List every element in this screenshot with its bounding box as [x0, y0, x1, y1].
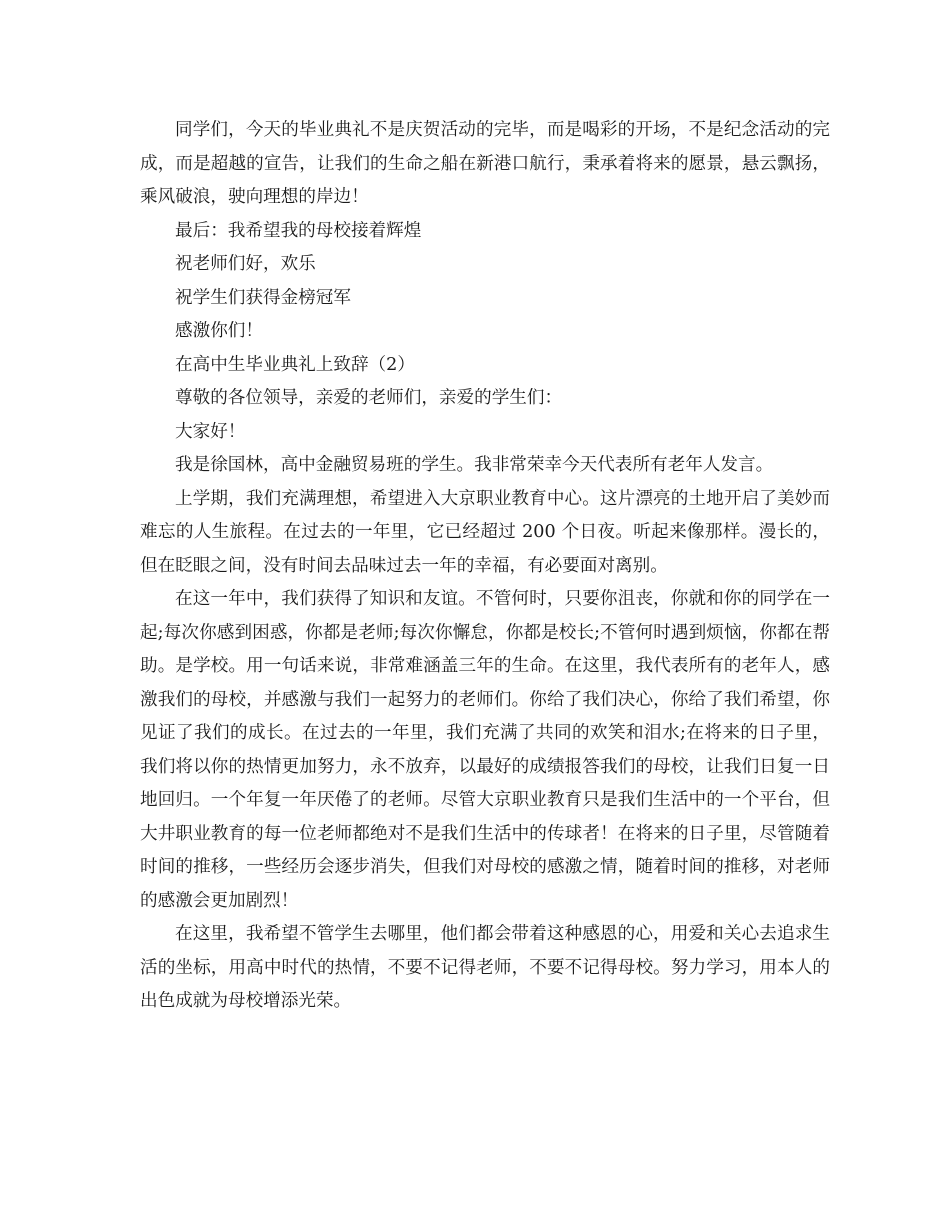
- line-greeting: 大家好！: [175, 421, 246, 442]
- line-final-wish: 最后：我希望我的母校接着辉煌: [175, 220, 422, 241]
- paragraph-hope: 在这里，我希望不管学生去哪里，他们都会带着这种感恩的心，用爱和关心去追求生活的坐标，用高中时代的热情，不要不记得老师，不要不记得母校。努力学习，用本人的出色成就为母校增添光荣。: [140, 924, 830, 1011]
- line-self-introduction: 我是徐国林，高中金融贸易班的学生。我非常荣幸今天代表所有老年人发言。: [175, 455, 774, 475]
- paragraph-last-semester: 上学期，我们充满理想，希望进入大京职业教育中心。这片漂亮的土地开启了美妙而难忘的人生旅程。在过去的一年里，它已经超过 200 个日夜。听起来像那样。漫长的，但在眨眼之间，没有时间去品味过去一年的幸福，有必要面对离别。: [140, 488, 830, 576]
- line-wish-students: 祝学生们获得金榜冠军: [175, 287, 351, 308]
- line-salutation: 尊敬的各位领导，亲爱的老师们，亲爱的学生们：: [175, 388, 563, 408]
- line-wish-teachers: 祝老师们好，欢乐: [175, 254, 316, 274]
- line-thanks: 感激你们！: [175, 321, 263, 341]
- document-body: [140, 114, 830, 1019]
- section-heading: 在高中生毕业典礼上致辞（2）: [175, 354, 415, 375]
- paragraph-this-year: 在这一年中，我们获得了知识和友谊。不管何时，只要你沮丧，你就和你的同学在一起;每次你感到困惑，你都是老师;每次你懈怠，你都是校长;不管何时遇到烦恼，你都在帮助。是学校。用一句话来说，非常难涵盖三年的生命。在这里，我代表所有的老年人，感激我们的母校，并感激与我们一起努力的老师们。你给了我们决心，你给了我们希望，你见证了我们的成长。在过去的一年里，我们充满了共同的欢笑和泪水;在将来的日子里，我们将以你的热情更加努力，永不放弃，以最好的成绩报答我们的母校，让我们日复一日地回归。一个年复一年厌倦了的老师。尽管大京职业教育只是我们生活中的一个平台，但大井职业教育的每一位老师都绝对不是我们生活中的传球者！在将来的日子里，尽管随着时间的推移，一些经历会逐步消失，但我们对母校的感激之情，随着时间的推移，对老师的感激会更加剧烈！: [140, 589, 830, 911]
- paragraph-graduation-closing: 同学们，今天的毕业典礼不是庆贺活动的完毕，而是喝彩的开场，不是纪念活动的完成，而是超越的宣告，让我们的生命之船在新港口航行，秉承着将来的愿景，悬云飘扬，乘风破浪，驶向理想的岸边！: [140, 120, 830, 207]
